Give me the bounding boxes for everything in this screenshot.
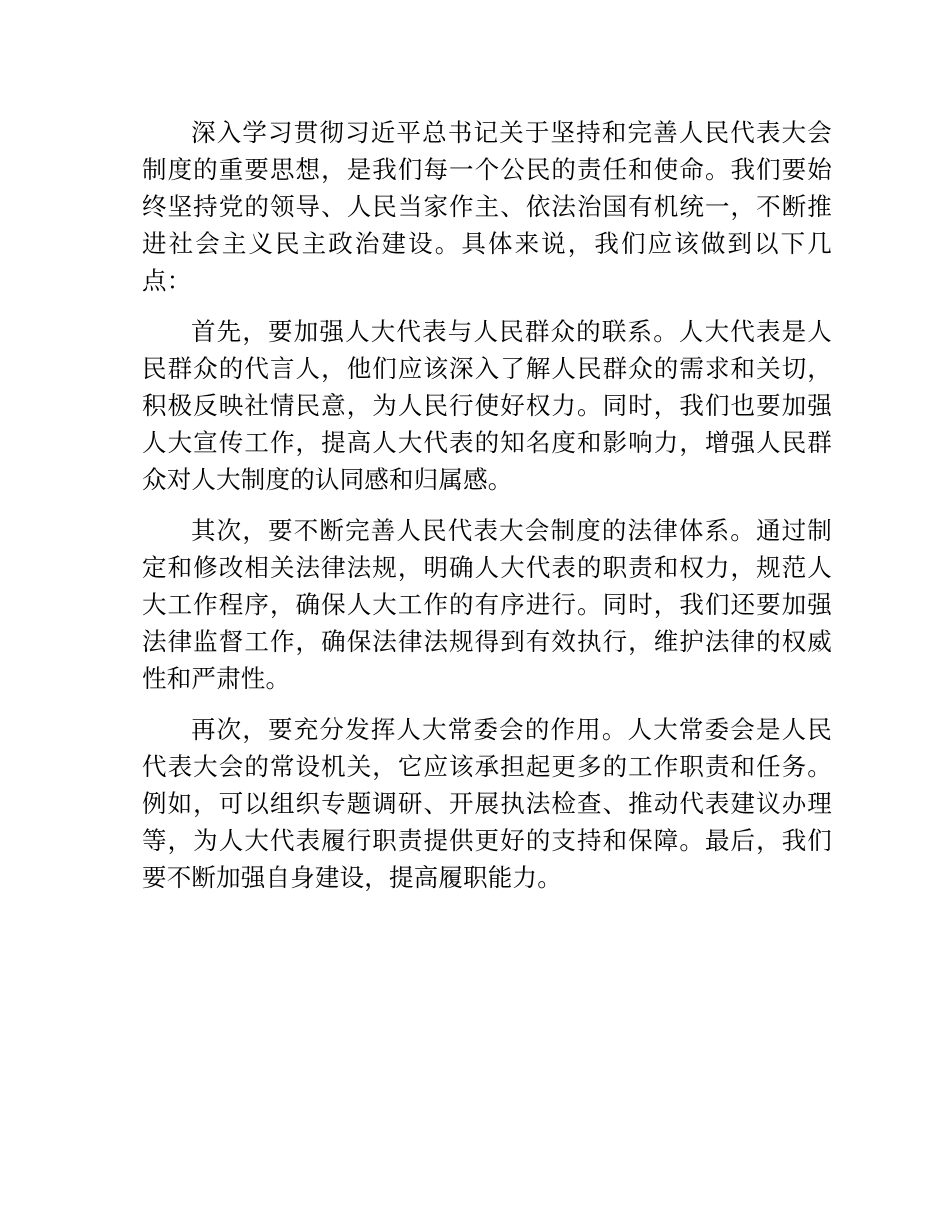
- paragraph-first-point: 首先，要加强人大代表与人民群众的联系。人大代表是人民群众的代言人，他们应该深入了解人民群众的需求和关切，积极反映社情民意，为人民行使好权力。同时，我们也要加强人大宣传工作，提高人大代表的知名度和影响力，增强人民群众对人大制度的认同感和归属感。: [142, 317, 832, 494]
- document-body: [142, 114, 832, 910]
- paragraph-intro: 深入学习贯彻习近平总书记关于坚持和完善人民代表大会制度的重要思想，是我们每一个公民的责任和使命。我们要始终坚持党的领导、人民当家作主、依法治国有机统一，不断推进社会主义民主政治建设。具体来说，我们应该做到以下几点：: [142, 118, 832, 295]
- paragraph-second-point: 其次，要不断完善人民代表大会制度的法律体系。通过制定和修改相关法律法规，明确人大代表的职责和权力，规范人大工作程序，确保人大工作的有序进行。同时，我们还要加强法律监督工作，确保法律法规得到有效执行，维护法律的权威性和严肃性。: [142, 516, 832, 693]
- paragraph-third-point: 再次，要充分发挥人大常委会的作用。人大常委会是人民代表大会的常设机关，它应该承担起更多的工作职责和任务。例如，可以组织专题调研、开展执法检查、推动代表建议办理等，为人大代表履行职责提供更好的支持和保障。最后，我们要不断加强自身建设，提高履职能力。: [142, 715, 832, 892]
